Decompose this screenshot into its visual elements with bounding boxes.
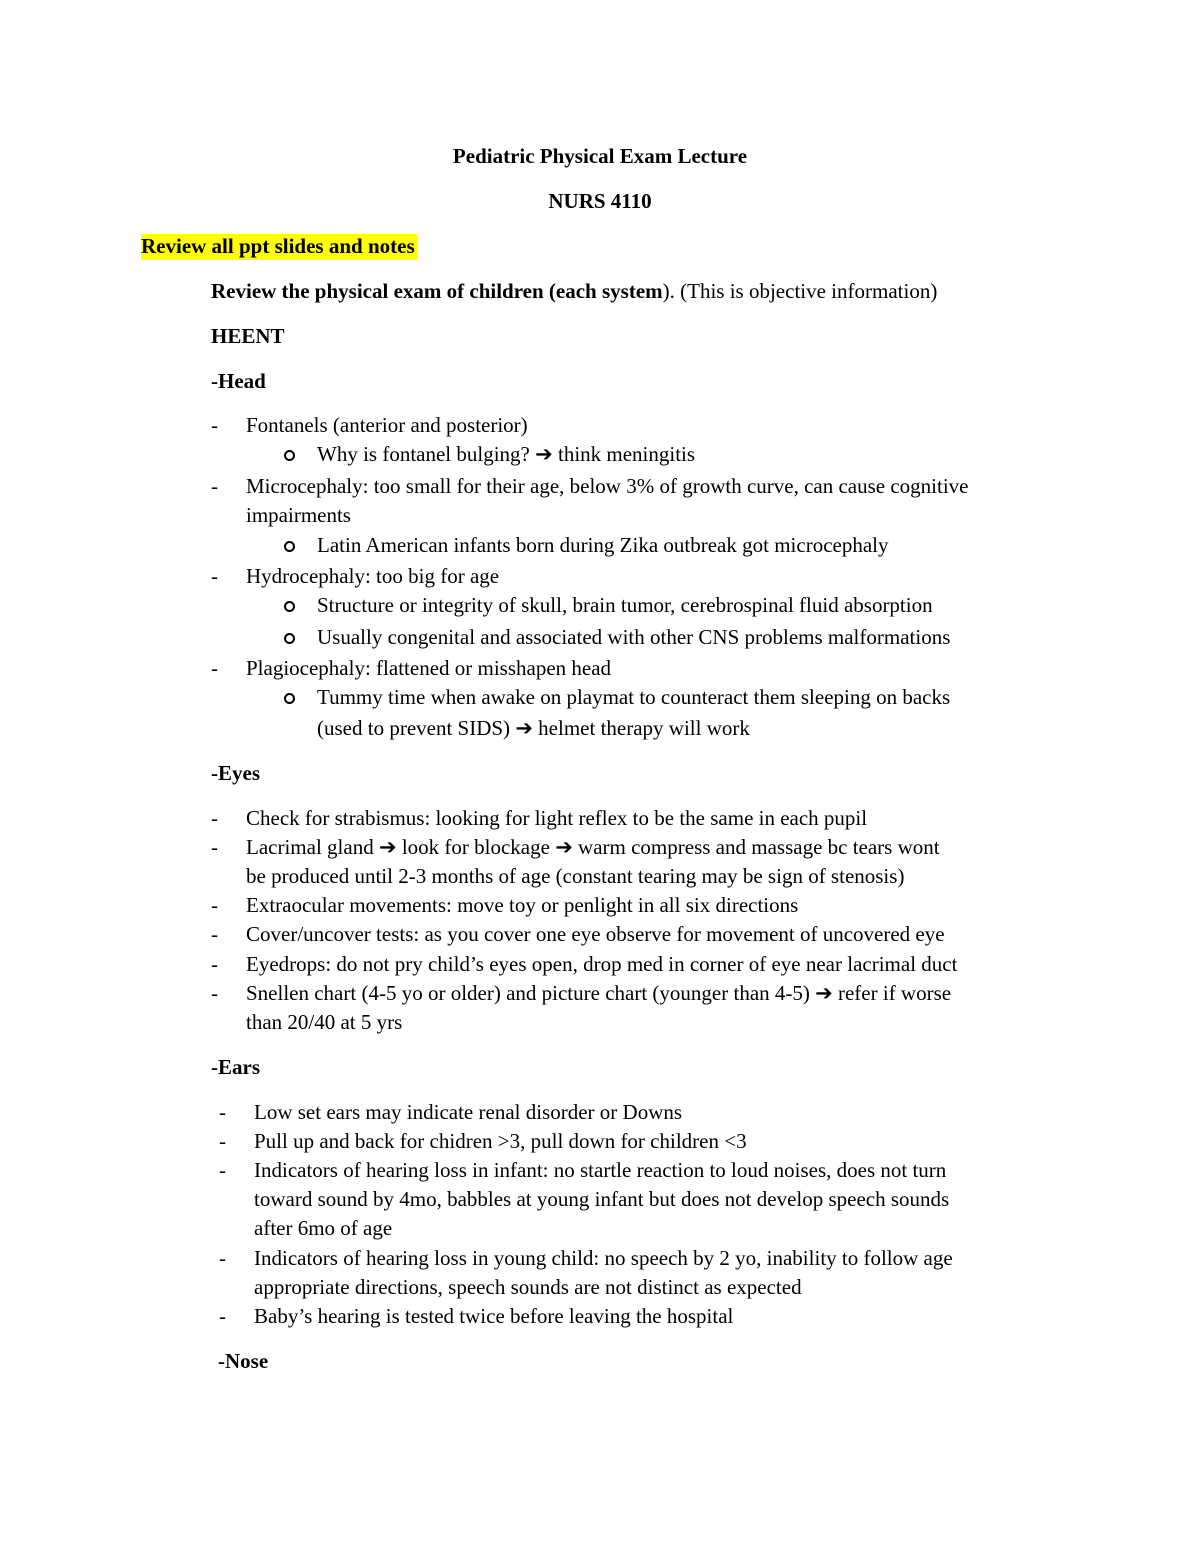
- right-arrow-icon: ➔: [555, 835, 573, 859]
- document-title: Pediatric Physical Exam Lecture: [452, 144, 748, 168]
- right-arrow-icon: ➔: [515, 716, 533, 740]
- right-arrow-icon: ➔: [378, 835, 397, 859]
- list-item-pull: Pull up and back for chidren >3, pull down for children <3: [254, 1129, 747, 1153]
- bullet-dash: -: [211, 893, 218, 917]
- ears-heading: -Ears: [211, 1055, 260, 1079]
- bullet-dash: -: [219, 1100, 226, 1124]
- bullet-dash: -: [219, 1246, 226, 1270]
- text-segment: think meningitis: [557, 442, 696, 466]
- list-item-tummy-time: Tummy time when awake on playmat to counteract them sleeping on backs: [317, 685, 951, 709]
- list-item-child-hearing: Indicators of hearing loss in young child: no speech by 2 yo, inability to follow age: [254, 1246, 953, 1270]
- bullet-dash: -: [211, 806, 218, 830]
- list-item-lacrimal: [246, 834, 940, 860]
- list-item-cover-uncover: Cover/uncover tests: as you cover one eye observe for movement of uncovered eye: [246, 922, 945, 946]
- list-item-microcephaly: Microcephaly: too small for their age, below 3% of growth curve, can cause cognitive: [246, 474, 969, 498]
- bullet-dash: -: [211, 981, 218, 1005]
- list-item-zika: Latin American infants born during Zika outbreak got microcephaly: [317, 533, 889, 557]
- head-heading: -Head: [211, 369, 266, 393]
- circle-bullet-icon: [284, 633, 295, 644]
- text-segment: (used to prevent SIDS): [317, 716, 511, 740]
- list-item-lacrimal-cont: be produced until 2-3 months of age (constant tearing may be sign of stenosis): [246, 864, 905, 888]
- circle-bullet-icon: [284, 693, 295, 704]
- heent-heading: HEENT: [211, 324, 285, 348]
- list-item-hydro-sub1: Structure or integrity of skull, brain tumor, cerebrospinal fluid absorption: [317, 593, 933, 617]
- list-item-eyedrops: Eyedrops: do not pry child’s eyes open, drop med in corner of eye near lacrimal duct: [246, 952, 958, 976]
- bullet-dash: -: [219, 1129, 226, 1153]
- bullet-dash: -: [211, 413, 218, 437]
- bullet-dash: -: [219, 1304, 226, 1328]
- list-item-tummy-time-cont: [317, 715, 750, 741]
- review-exam-line: [211, 278, 937, 304]
- nose-heading: -Nose: [218, 1349, 269, 1373]
- list-item-infant-hearing-cont: after 6mo of age: [254, 1216, 393, 1240]
- list-item-strabismus: Check for strabismus: looking for light reflex to be the same in each pupil: [246, 806, 868, 830]
- bullet-dash: -: [211, 564, 218, 588]
- text-segment: helmet therapy will work: [538, 716, 750, 740]
- right-arrow-icon: ➔: [535, 442, 553, 466]
- text-segment: warm compress and massage bc tears wont: [578, 835, 940, 859]
- text-segment: Lacrimal gland: [246, 835, 374, 859]
- list-item-infant-hearing-cont: toward sound by 4mo, babbles at young infant but does not develop speech sounds: [254, 1187, 950, 1211]
- bullet-dash: -: [219, 1158, 226, 1182]
- list-item-child-hearing-cont: appropriate directions, speech sounds are not distinct as expected: [254, 1275, 802, 1299]
- list-item-fontanels: Fontanels (anterior and posterior): [246, 413, 528, 437]
- text-segment: Why is fontanel bulging?: [317, 442, 530, 466]
- list-item-extraocular: Extraocular movements: move toy or penlight in all six directions: [246, 893, 799, 917]
- list-item-hydro-sub2: Usually congenital and associated with other CNS problems malformations: [317, 625, 951, 649]
- list-item-hydrocephaly: Hydrocephaly: too big for age: [246, 564, 500, 588]
- bullet-dash: -: [211, 952, 218, 976]
- bullet-dash: -: [211, 922, 218, 946]
- eyes-heading: -Eyes: [211, 761, 260, 785]
- right-arrow-icon: ➔: [815, 981, 833, 1005]
- text-segment: look for blockage: [401, 835, 550, 859]
- list-item-fontanel-bulging: [317, 441, 695, 467]
- list-item-infant-hearing: Indicators of hearing loss in infant: no startle reaction to loud noises, does not turn: [254, 1158, 947, 1182]
- text-segment: Snellen chart (4-5 yo or older) and picture chart (younger than 4-5): [246, 981, 810, 1005]
- circle-bullet-icon: [284, 541, 295, 552]
- review-highlight-line: [141, 233, 417, 259]
- bullet-dash: -: [211, 656, 218, 680]
- list-item-microcephaly-cont: impairments: [246, 503, 351, 527]
- bullet-dash: -: [211, 474, 218, 498]
- bullet-dash: -: [211, 835, 218, 859]
- highlighted-text: Review all ppt slides and notes: [141, 234, 415, 258]
- circle-bullet-icon: [284, 601, 295, 612]
- review-exam-rest: ). (This is objective information): [662, 279, 938, 303]
- circle-bullet-icon: [284, 450, 295, 461]
- list-item-snellen: [246, 980, 951, 1006]
- review-exam-bold: Review the physical exam of children (each system: [211, 279, 663, 303]
- list-item-low-set-ears: Low set ears may indicate renal disorder or Downs: [254, 1100, 683, 1124]
- list-item-plagiocephaly: Plagiocephaly: flattened or misshapen head: [246, 656, 612, 680]
- course-code: NURS 4110: [548, 189, 652, 213]
- text-segment: refer if worse: [837, 981, 952, 1005]
- list-item-snellen-cont: than 20/40 at 5 yrs: [246, 1010, 403, 1034]
- list-item-hearing-tested: Baby’s hearing is tested twice before leaving the hospital: [254, 1304, 734, 1328]
